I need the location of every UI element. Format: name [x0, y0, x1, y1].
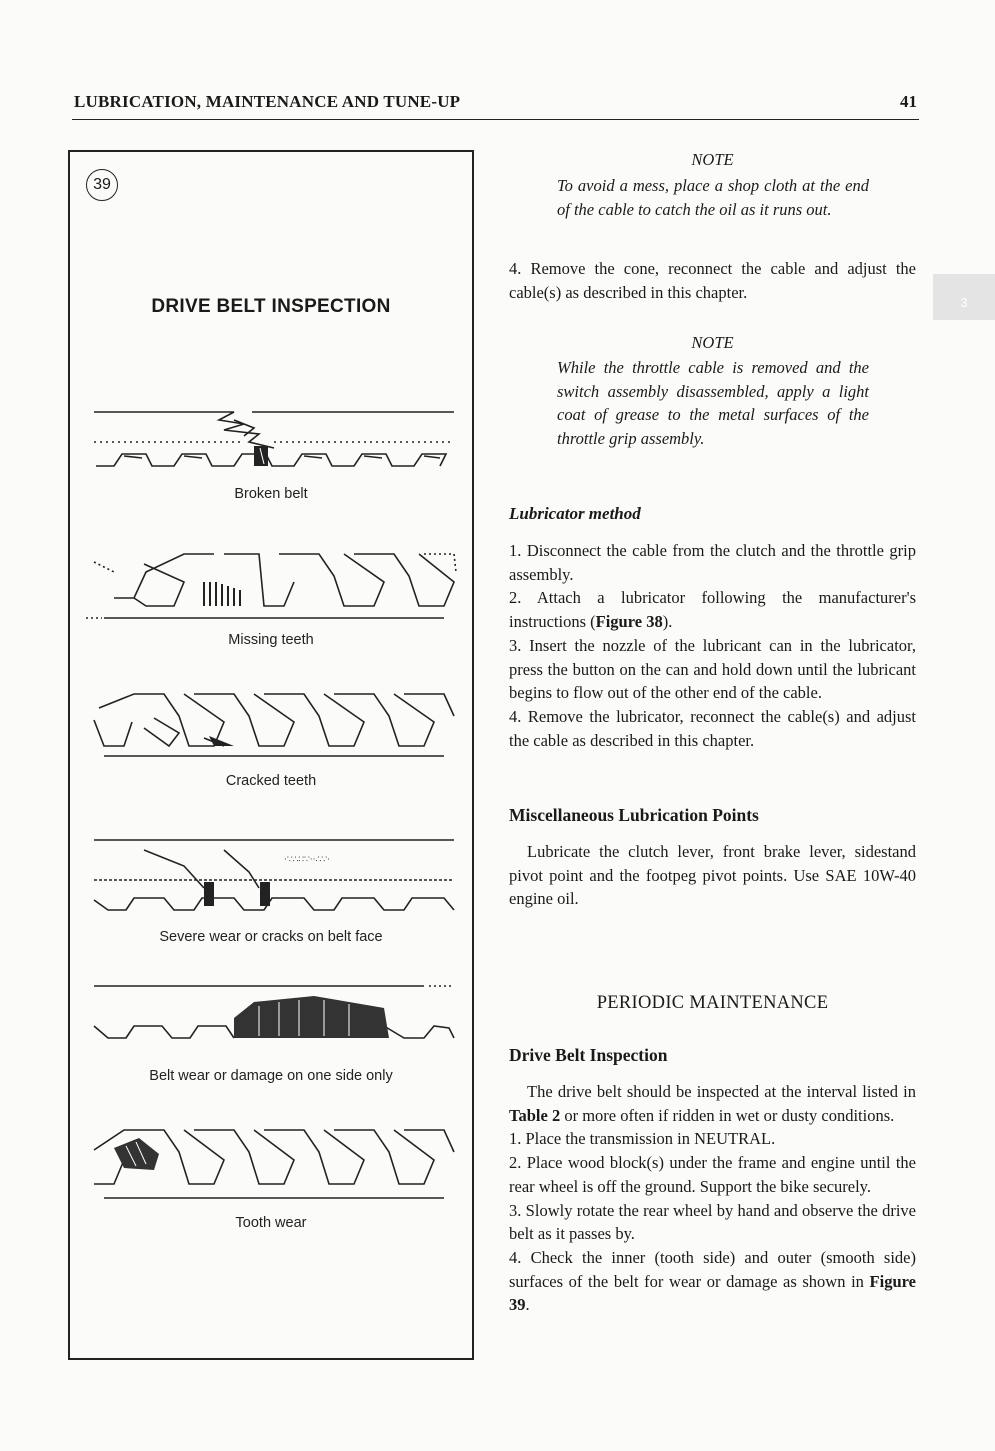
- drive-belt-step-4-text: 4. Check the inner (tooth side) and outer (smooth side) surfaces of the belt for wear or damage as shown in: [509, 1247, 916, 1291]
- lubricator-step-4: 4. Remove the lubricator, reconnect the cable(s) and adjust the cable as described in this chapter.: [509, 706, 916, 750]
- page-number: 41: [900, 92, 917, 111]
- svg-text:·∵∴∷∵··∴∵·: ·∵∴∷∵··∴∵·: [284, 855, 330, 865]
- drive-belt-intro-end: or more often if ridden in wet or dusty conditions.: [560, 1105, 895, 1125]
- lubricator-step-2: [509, 586, 916, 633]
- missing-teeth-illustration: [84, 542, 464, 622]
- figure-title: DRIVE BELT INSPECTION: [151, 296, 391, 317]
- drive-belt-step-4-end: .: [525, 1295, 530, 1315]
- figure-number-badge: 39: [86, 169, 118, 201]
- drive-belt-body: [509, 1080, 916, 1317]
- caption-cracked-teeth: Cracked teeth: [225, 773, 317, 789]
- note-2-label: NOTE: [691, 333, 734, 352]
- running-header-title: LUBRICATION, MAINTENANCE AND TUNE-UP: [74, 92, 461, 111]
- broken-belt-illustration: [84, 398, 464, 488]
- chapter-tab: 3: [933, 274, 995, 320]
- severe-wear-illustration: [84, 828, 464, 918]
- figure-38-reference: Figure 38: [595, 612, 663, 632]
- periodic-maintenance-heading: PERIODIC MAINTENANCE: [596, 993, 829, 1013]
- drive-belt-intro-text: The drive belt should be inspected at the interval listed in: [527, 1082, 916, 1101]
- side-wear-illustration: [84, 978, 464, 1058]
- drive-belt-intro: [509, 1080, 916, 1127]
- misc-lubrication-heading: Miscellaneous Lubrication Points: [509, 805, 759, 825]
- drive-belt-step-1: 1. Place the transmission in NEUTRAL.: [509, 1129, 776, 1149]
- table-2-reference: Table 2: [509, 1105, 561, 1125]
- lubricator-step-1: 1. Disconnect the cable from the clutch and the throttle grip assembly.: [509, 541, 916, 584]
- misc-lubrication-text: Lubricate the clutch lever, front brake lever, sidestand pivot point and the footpeg pivot points. Use SAE 10W-40 engine oil.: [509, 842, 916, 909]
- misc-lubrication-body: [509, 840, 916, 911]
- caption-missing-teeth: Missing teeth: [228, 632, 314, 648]
- caption-severe-wear: Severe wear or cracks on belt face: [159, 929, 383, 945]
- note-1-text: To avoid a mess, place a shop cloth at the end of the cable to catch the oil as it runs out.: [557, 176, 869, 219]
- lubricator-step-2-text: 2. Attach a lubricator following the manufacturer's instructions (: [509, 588, 916, 632]
- note-1-label: NOTE: [691, 150, 734, 169]
- cable-step-4: [509, 257, 916, 304]
- figure-39-box: [68, 150, 474, 1360]
- caption-side-wear: Belt wear or damage on one side only: [149, 1068, 393, 1084]
- figure-39-reference: Figure 39: [509, 1271, 916, 1315]
- drive-belt-step-2: 2. Place wood block(s) under the frame and engine until the rear wheel is off the ground. Support the bike securely.: [509, 1153, 916, 1196]
- lubricator-steps: [509, 539, 916, 752]
- lubricator-method-heading: Lubricator method: [509, 504, 641, 523]
- lubricator-step-2-end: ).: [662, 612, 673, 632]
- drive-belt-inspection-heading: Drive Belt Inspection: [509, 1045, 668, 1065]
- drive-belt-step-4: [509, 1246, 916, 1317]
- cracked-teeth-illustration: [84, 688, 464, 768]
- caption-tooth-wear: Tooth wear: [235, 1215, 307, 1231]
- caption-broken-belt: Broken belt: [234, 486, 308, 502]
- tooth-wear-illustration: [84, 1120, 464, 1210]
- note-2-text: While the throttle cable is removed and the switch assembly disassembled, apply a light coat of grease to the metal surfaces of the throttle grip assembly.: [557, 358, 869, 449]
- lubricator-step-3: 3. Insert the nozzle of the lubricant can in the lubricator, press the button on the can and hold down until the lubricant begins to flow out of the other end of the cable.: [509, 635, 916, 703]
- header-rule: [72, 119, 919, 120]
- cable-step-4-text: 4. Remove the cone, reconnect the cable and adjust the cable(s) as described in this chapter.: [509, 259, 916, 302]
- drive-belt-step-3: 3. Slowly rotate the rear wheel by hand and observe the drive belt as it passes by.: [509, 1200, 916, 1244]
